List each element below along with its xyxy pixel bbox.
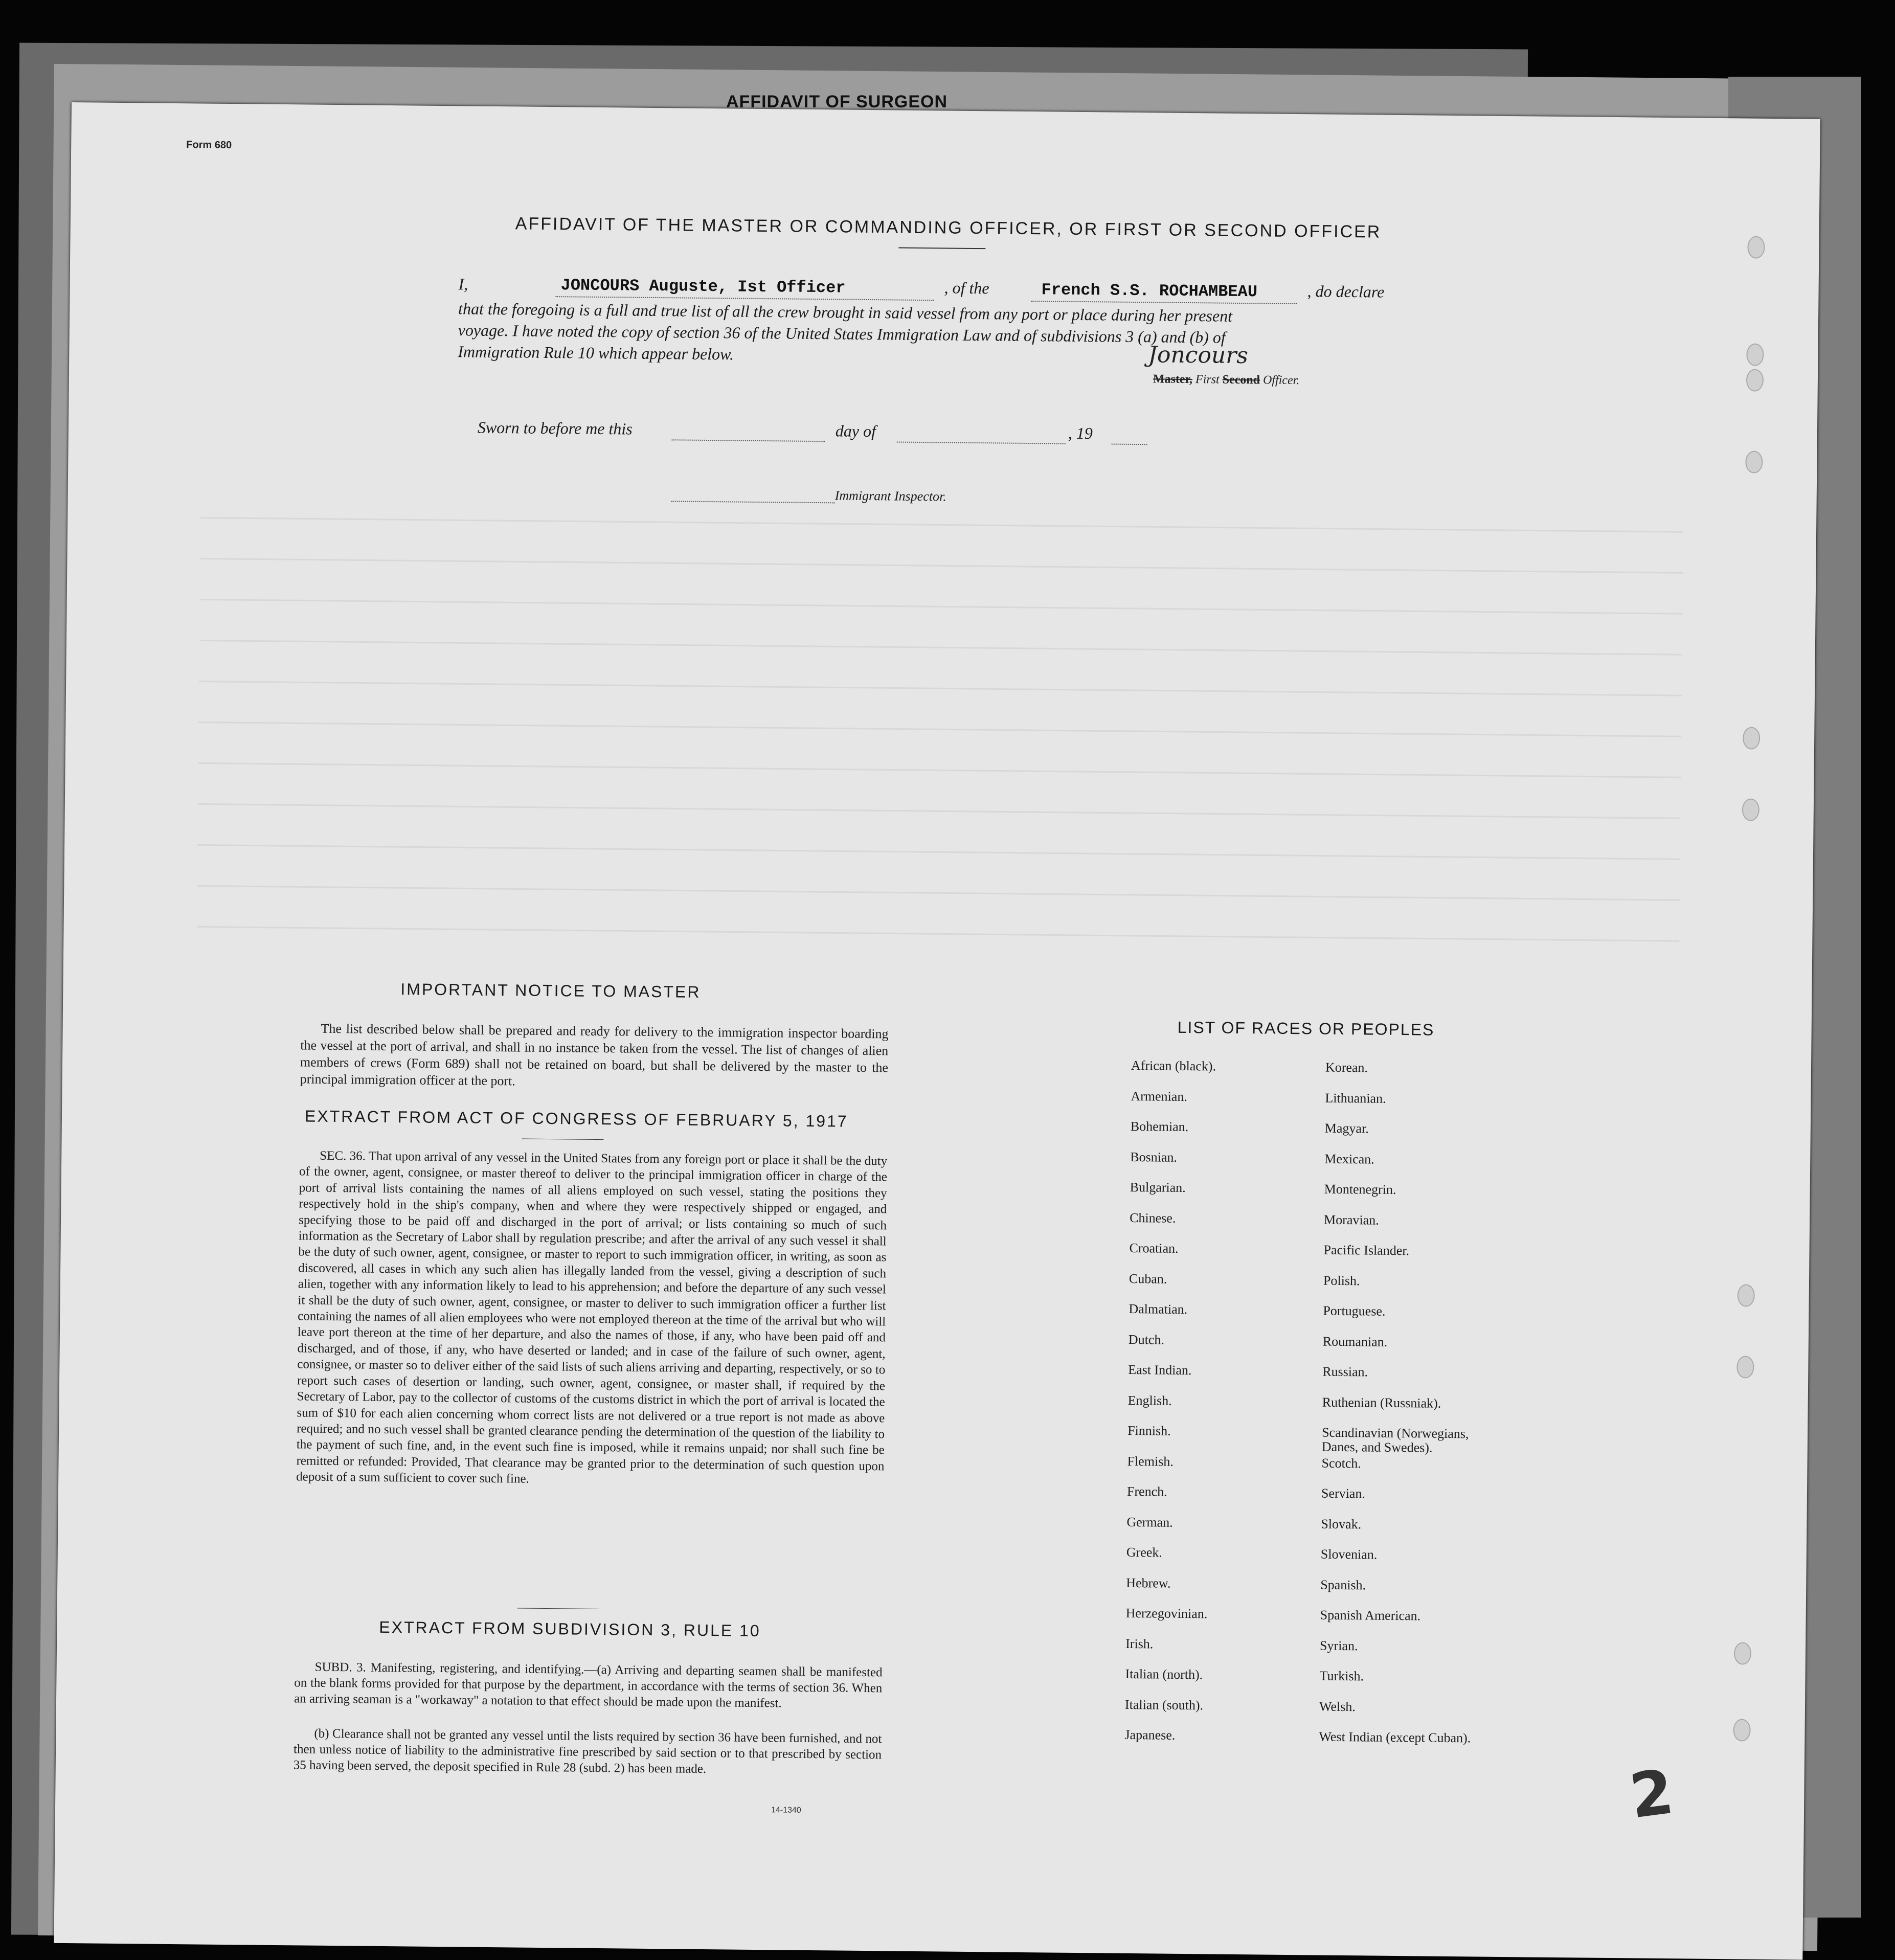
act-heading-rule	[522, 1139, 604, 1140]
race-item: Mexican.	[1324, 1151, 1374, 1167]
officer-first: First	[1195, 373, 1220, 387]
binder-hole	[1746, 343, 1764, 366]
officer-signature: Joncours	[1148, 342, 1249, 369]
race-item: French.	[1126, 1483, 1167, 1499]
rule-heading: EXTRACT FROM SUBDIVISION 3, RULE 10	[379, 1617, 761, 1640]
race-item: Dutch.	[1128, 1332, 1165, 1347]
act-heading: EXTRACT FROM ACT OF CONGRESS OF FEBRUARY 5, 1917	[304, 1107, 848, 1131]
race-item: Chinese.	[1130, 1210, 1176, 1226]
form-number: Form 680	[186, 139, 232, 151]
struck-master: Master,	[1153, 372, 1193, 387]
of-the-label: , of the	[944, 278, 989, 298]
statement-line-1: that the foregoing is a full and true list of all the crew brought in said vessel from any port or place during her present	[458, 299, 1233, 325]
race-item: Italian (north).	[1125, 1666, 1203, 1682]
race-item: English.	[1127, 1392, 1172, 1408]
binder-hole	[1736, 1356, 1754, 1378]
race-item: Slovak.	[1321, 1516, 1362, 1531]
race-item: Croatian.	[1129, 1240, 1179, 1256]
statement-line-2: voyage. I have noted the copy of section 36 of the United States Immigration Law and of subdivisions 3 (a) and (b) of	[458, 321, 1226, 347]
race-item: Greek.	[1126, 1544, 1163, 1560]
races-left-column	[1124, 1058, 1315, 1760]
vessel-name: French S.S. ROCHAMBEAU	[1041, 280, 1258, 302]
race-item: Montenegrin.	[1324, 1181, 1396, 1197]
statement-line-3: Immigration Rule 10 which appear below.	[458, 342, 734, 364]
under-sheet-title: AFFIDAVIT OF SURGEON	[726, 92, 948, 111]
race-item: Ruthenian (Russniak).	[1322, 1394, 1441, 1411]
race-item: Bohemian.	[1130, 1118, 1189, 1135]
binder-hole	[1743, 727, 1760, 749]
race-item: Japanese.	[1124, 1727, 1176, 1743]
race-item: East Indian.	[1128, 1362, 1192, 1378]
do-declare-label: , do declare	[1307, 282, 1385, 301]
inspector-label: Immigrant Inspector.	[834, 488, 946, 504]
race-item: Servian.	[1321, 1485, 1366, 1501]
sworn-day-blank	[672, 439, 825, 442]
handwritten-page-number: 2	[1626, 1756, 1678, 1833]
inspector-signature-blank	[671, 501, 835, 503]
day-of-label: day of	[835, 421, 876, 441]
race-item: Slovenian.	[1320, 1546, 1378, 1562]
race-item: West Indian (except Cuban).	[1319, 1729, 1471, 1746]
race-item: Spanish American.	[1320, 1607, 1421, 1624]
binder-hole	[1738, 1284, 1755, 1306]
race-item: Bosnian.	[1130, 1149, 1178, 1165]
declarant-underline	[555, 296, 934, 301]
races-heading: LIST OF RACES OR PEOPLES	[1177, 1018, 1435, 1039]
year-label: , 19	[1068, 423, 1093, 443]
affidavit-heading: AFFIDAVIT OF THE MASTER OR COMMANDING OFFICER, OR FIRST OR SECOND OFFICER	[515, 214, 1382, 242]
binder-hole	[1742, 798, 1759, 821]
race-item: Finnish.	[1127, 1423, 1171, 1438]
pronoun-label: I,	[458, 275, 468, 294]
heading-rule	[898, 247, 985, 250]
race-item: Italian (south).	[1124, 1697, 1204, 1713]
sworn-label: Sworn to before me this	[477, 418, 633, 438]
print-number: 14-1340	[771, 1806, 801, 1815]
race-item: Spanish.	[1320, 1577, 1366, 1592]
officer-word: Officer.	[1262, 373, 1300, 388]
race-item: Roumanian.	[1322, 1334, 1388, 1349]
race-item: Armenian.	[1131, 1088, 1188, 1104]
act-text: SEC. 36. That upon arrival of any vessel in the United States from any foreign port or place it shall be the duty of the owner, agent, consignee, or master thereof to deliver to the principal immigration officer in charge of the port of arrival lists containing the names of all aliens employed on such vessel, stating the positions they respectively hold in the ship's company, when and where they were respectively shipped or engaged, and specifying those to be paid off and discharged in the port of arrival; or lists containing so much of such information as the Secretary of Labor shall by regulation prescribe; and after the arrival of any such vessel it shall be the duty of such owner, agent, consignee, or master to report to such immigration officer, in writing, as soon as discovered, all cases in which any such alien has illegally landed from the vessel, giving a description of such alien, together with any information likely to lead to his apprehension; and before the departure of any such vessel it shall be the duty of such owner, agent, consignee, or master to deliver to such immigration officer a further list containing the names of all alien employees who were not employed thereon at the time of the arrival but who will leave port thereon at the time of her departure, and also the names of those, if any, who have been paid off and discharged, and of those, if any, who have deserted or landed; and in case of the failure of such owner, agent, consignee, or master so to deliver either of the said lists of such aliens arriving and departing, respectively, or so to report such cases of desertion or landing, such owner, agent, consignee, or master shall, if required by the Secretary of Labor, pay to the collector of customs of the customs district in which the port of arrival is located the sum of $10 for each alien concerning whom correct lists are not delivered or a true report is not made as above required; and no such vessel shall be granted clearance pending the determination of the question of the liability to the payment of such fine, and, in the event such fine is imposed, while it remains unpaid; nor shall such fine be remitted or refunded: Provided, That clearance may be granted prior to the determination of such question upon deposit of a sum sufficient to cover such fine.	[296, 1148, 888, 1486]
race-item: Turkish.	[1319, 1668, 1364, 1684]
binder-hole	[1734, 1642, 1751, 1664]
binder-hole	[1733, 1719, 1750, 1741]
rule-separator	[517, 1608, 599, 1610]
race-item: Korean.	[1325, 1060, 1368, 1075]
affidavit-page	[54, 102, 1820, 1960]
race-item: Hebrew.	[1126, 1575, 1171, 1591]
race-item: Bulgarian.	[1130, 1179, 1186, 1196]
race-item: Scotch.	[1321, 1455, 1361, 1471]
notice-text: The list described below shall be prepared and ready for delivery to the immigration inspector boarding the vessel at the port of arrival, and shall in no instance be taken from the vessel. The list of changes of alien members of crews (Form 689) shall not be retained on board, but shall be delivered by the master to the principal immigration officer at the port.	[300, 1021, 889, 1089]
declarant-name: JONCOURS Auguste, Ist Officer	[560, 276, 846, 298]
race-item: Lithuanian.	[1325, 1090, 1386, 1106]
rule-text-b: (b) Clearance shall not be granted any vessel until the lists required by section 36 have been furnished, and not then unless notice of liability to the administrative fine prescribed by said section or to that prescribed by section 35 having been served, the deposit specified in Rule 28 (subd. 2) has been made.	[293, 1726, 882, 1776]
race-item: Herzegovinian.	[1125, 1605, 1208, 1621]
race-item: Pacific Islander.	[1323, 1242, 1410, 1258]
race-item: Flemish.	[1127, 1453, 1174, 1469]
races-right-column	[1319, 1061, 1561, 1763]
rule-text-a: SUBD. 3. Manifesting, registering, and identifying.—(a) Arriving and departing seamen shall be manifested on the blank forms provided for that purpose by the department, in accordance with the terms of section 36. When an arriving seaman is a "workaway" a notation to that effect should be made upon the manifest.	[294, 1660, 883, 1710]
binder-hole	[1746, 369, 1764, 391]
binder-hole	[1745, 450, 1763, 473]
race-item: Portuguese.	[1323, 1303, 1386, 1319]
race-item: Welsh.	[1319, 1699, 1356, 1714]
notice-heading: IMPORTANT NOTICE TO MASTER	[400, 980, 701, 1001]
race-item: Polish.	[1323, 1273, 1360, 1288]
race-item: Irish.	[1125, 1636, 1154, 1651]
race-item: Scandinavian (Norwegians, Danes, and Swedes).	[1321, 1425, 1469, 1455]
race-item: Cuban.	[1129, 1271, 1167, 1287]
race-item: Syrian.	[1320, 1638, 1358, 1653]
officer-title-line	[1153, 372, 1300, 388]
race-item: Dalmatian.	[1129, 1301, 1188, 1317]
race-item: Russian.	[1322, 1364, 1368, 1380]
struck-second: Second	[1222, 373, 1260, 387]
race-item: German.	[1126, 1514, 1173, 1530]
sworn-year-blank	[1112, 444, 1147, 445]
race-item: Magyar.	[1324, 1120, 1369, 1136]
binder-hole	[1747, 236, 1765, 258]
race-item: African (black).	[1131, 1057, 1216, 1074]
race-item: Moravian.	[1324, 1212, 1379, 1228]
sworn-month-blank	[897, 442, 1066, 444]
